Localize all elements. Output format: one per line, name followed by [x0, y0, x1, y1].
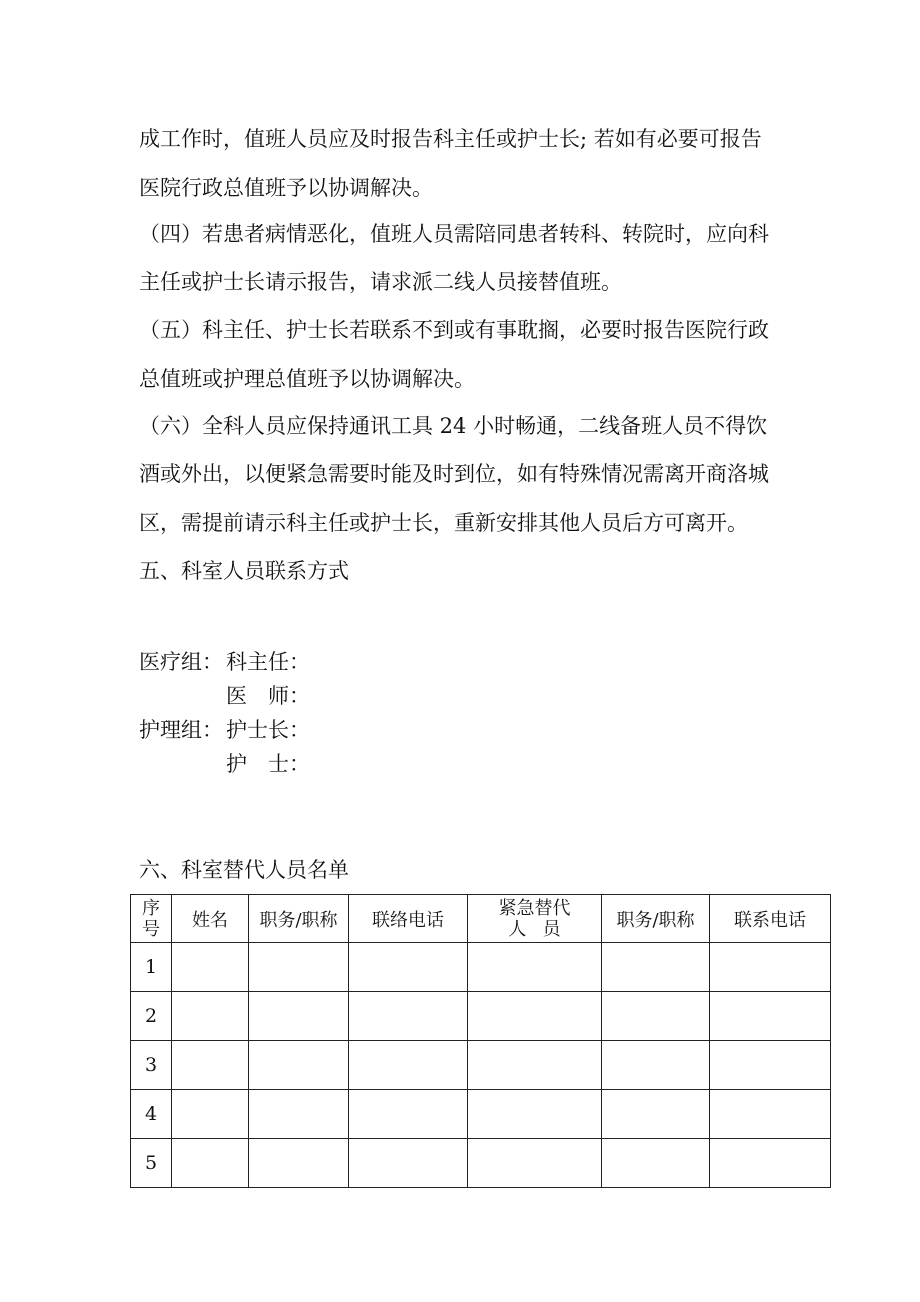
cell-title[interactable]	[249, 992, 349, 1041]
table-header-row	[131, 895, 831, 943]
cell-substitute-title[interactable]	[602, 1139, 710, 1188]
contact-medical-group-label: 医疗组：	[139, 650, 223, 674]
header-substitute-line-1: 紧急替代	[498, 897, 571, 919]
cell-name[interactable]	[172, 992, 249, 1041]
table-row	[131, 992, 831, 1041]
cell-title[interactable]	[249, 1041, 349, 1090]
cell-substitute[interactable]	[468, 1139, 602, 1188]
cell-name[interactable]	[172, 1090, 249, 1139]
header-seq-line-1: 序	[142, 897, 160, 919]
cell-phone[interactable]	[349, 1139, 468, 1188]
cell-substitute[interactable]	[468, 1041, 602, 1090]
cell-phone[interactable]	[349, 943, 468, 992]
header-title: 职务/职称	[249, 895, 349, 943]
row-number: 4	[131, 1090, 172, 1139]
header-name: 姓名	[172, 895, 249, 943]
paragraph-line-4: 主任或护士长请示报告，请求派二线人员接替值班。	[139, 270, 622, 294]
cell-substitute-title[interactable]	[602, 1041, 710, 1090]
header-substitute-line-2: 人员	[508, 918, 577, 940]
cell-name[interactable]	[172, 1041, 249, 1090]
table-row	[131, 943, 831, 992]
cell-substitute-phone[interactable]	[710, 943, 831, 992]
cell-substitute-phone[interactable]	[710, 1090, 831, 1139]
header-substitute-title: 职务/职称	[602, 895, 710, 943]
paragraph-line-2: 医院行政总值班予以协调解决。	[139, 176, 433, 200]
cell-title[interactable]	[249, 943, 349, 992]
cell-name[interactable]	[172, 1139, 249, 1188]
table-row	[131, 1090, 831, 1139]
cell-title[interactable]	[249, 1090, 349, 1139]
contact-doctor-label: 医 师：	[226, 684, 310, 708]
paragraph-line-3: （四）若患者病情恶化，值班人员需陪同患者转科、转院时，应向科	[139, 222, 769, 246]
cell-phone[interactable]	[349, 1090, 468, 1139]
header-seq	[131, 895, 172, 943]
contact-nurse-label: 护 士：	[226, 752, 310, 776]
table-row	[131, 1041, 831, 1090]
substitute-table	[130, 894, 831, 1188]
cell-substitute-phone[interactable]	[710, 1139, 831, 1188]
cell-substitute-phone[interactable]	[710, 1041, 831, 1090]
table-row	[131, 1139, 831, 1188]
paragraph-line-5: （五）科主任、护士长若联系不到或有事耽搁，必要时报告医院行政	[139, 318, 769, 342]
cell-substitute-title[interactable]	[602, 943, 710, 992]
cell-name[interactable]	[172, 943, 249, 992]
section-6-title: 六、科室替代人员名单	[139, 858, 349, 882]
row-number: 2	[131, 992, 172, 1041]
paragraph-line-1: 成工作时，值班人员应及时报告科主任或护士长; 若如有必要可报告	[139, 127, 762, 151]
cell-substitute[interactable]	[468, 992, 602, 1041]
contact-director-label: 科主任：	[226, 650, 310, 674]
paragraph-line-8: 酒或外出，以便紧急需要时能及时到位，如有特殊情况需离开商洛城	[139, 462, 769, 486]
cell-substitute-title[interactable]	[602, 1090, 710, 1139]
section-5-title: 五、科室人员联系方式	[139, 559, 349, 583]
paragraph-line-9: 区，需提前请示科主任或护士长，重新安排其他人员后方可离开。	[139, 511, 748, 535]
header-substitute	[468, 895, 602, 943]
row-number: 3	[131, 1041, 172, 1090]
contact-head-nurse-label: 护士长：	[226, 718, 310, 742]
cell-title[interactable]	[249, 1139, 349, 1188]
paragraph-line-7: （六）全科人员应保持通讯工具 24 小时畅通，二线备班人员不得饮	[139, 414, 768, 438]
paragraph-line-6: 总值班或护理总值班予以协调解决。	[139, 367, 475, 391]
cell-substitute-title[interactable]	[602, 992, 710, 1041]
row-number: 1	[131, 943, 172, 992]
contact-nursing-group-label: 护理组：	[139, 718, 223, 742]
header-seq-line-2: 号	[142, 918, 160, 940]
cell-phone[interactable]	[349, 992, 468, 1041]
cell-substitute[interactable]	[468, 943, 602, 992]
row-number: 5	[131, 1139, 172, 1188]
cell-phone[interactable]	[349, 1041, 468, 1090]
cell-substitute[interactable]	[468, 1090, 602, 1139]
cell-substitute-phone[interactable]	[710, 992, 831, 1041]
header-phone: 联络电话	[349, 895, 468, 943]
header-substitute-phone: 联系电话	[710, 895, 831, 943]
